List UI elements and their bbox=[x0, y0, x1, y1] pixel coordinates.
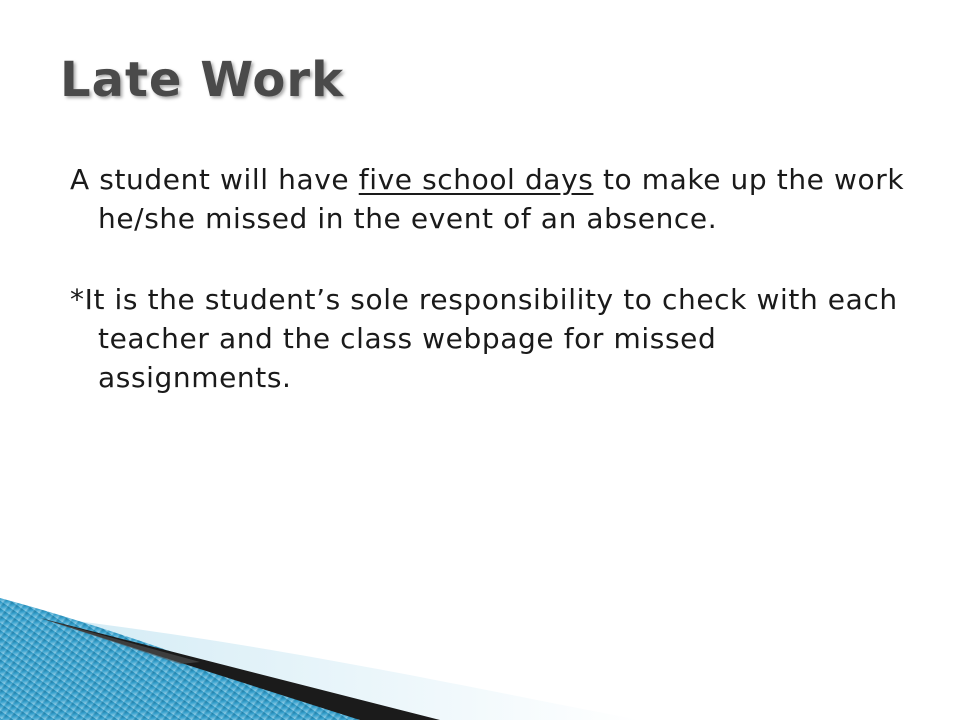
paragraph-text: A student will have bbox=[70, 163, 359, 196]
paragraph-make-up-work bbox=[70, 160, 910, 238]
paragraph-text: to make up the work he/she missed in the event of an absence. bbox=[98, 163, 905, 235]
underlined-phrase: five school days bbox=[358, 163, 594, 196]
slide-title: Late Work bbox=[60, 52, 344, 108]
paragraph-responsibility: *It is the student’s sole responsibility to check with each teacher and the class webpage for missed assignments. bbox=[70, 283, 898, 394]
slide-body bbox=[70, 160, 910, 439]
